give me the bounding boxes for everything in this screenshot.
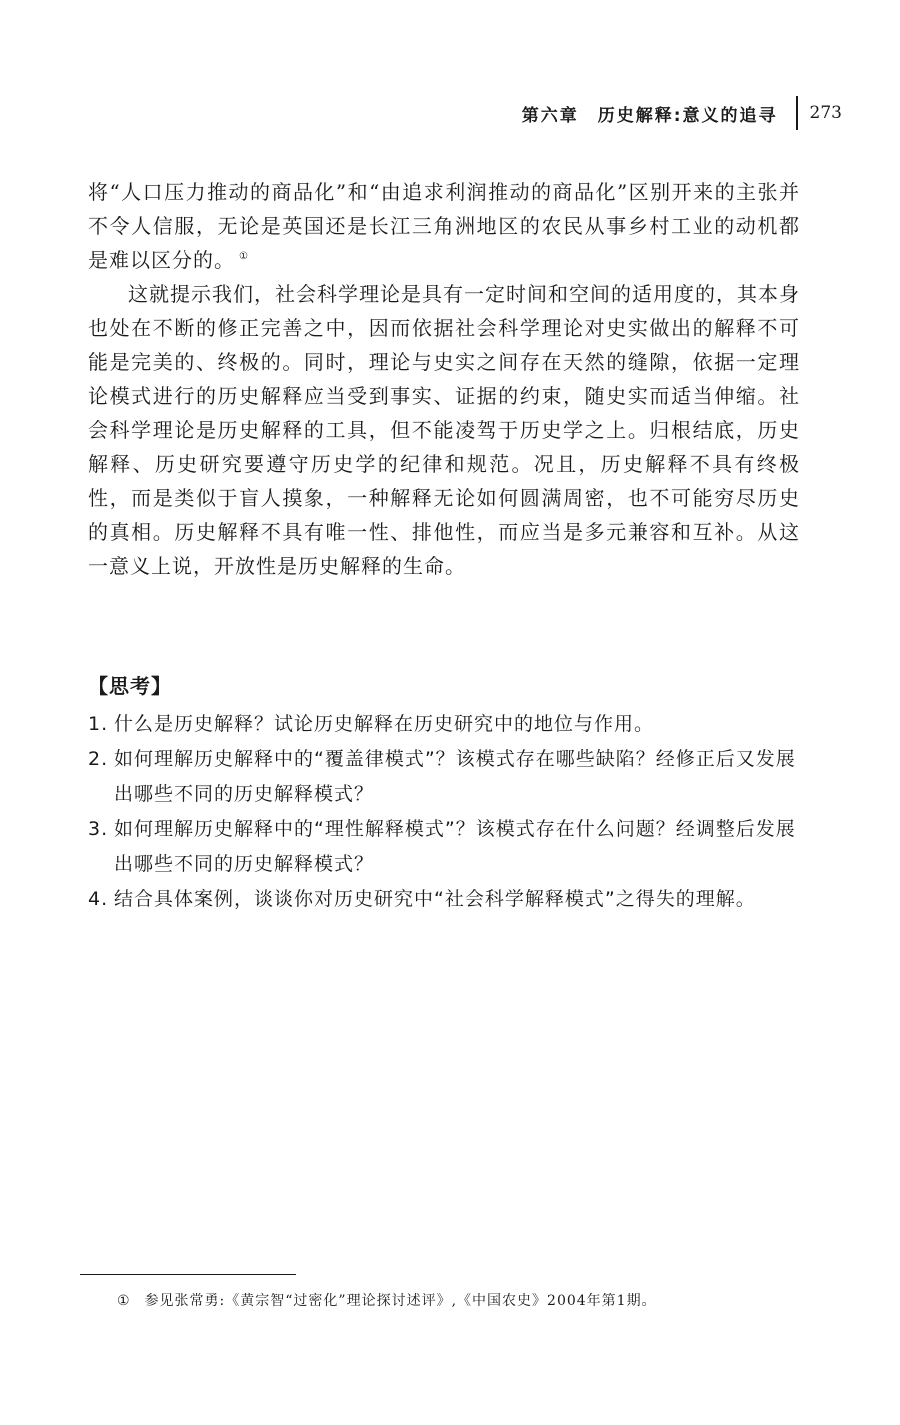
- page-number: 273: [809, 103, 842, 123]
- questions-section: [88, 670, 800, 917]
- footnote: [117, 1290, 657, 1310]
- question-item: [88, 742, 800, 812]
- footnote-marker: ①: [117, 1293, 131, 1309]
- question-item: [88, 812, 800, 882]
- chapter-title: 第六章 历史解释:意义的追寻: [521, 105, 778, 126]
- question-number: 2.: [88, 748, 109, 770]
- body-text: [88, 175, 800, 583]
- header-divider: [796, 96, 798, 130]
- question-text: 什么是历史解释？试论历史解释在历史研究中的地位与作用。: [114, 713, 655, 735]
- question-text: 如何理解历史解释中的“理性解释模式”？该模式存在什么问题？经调整后发展出哪些不同的历史解释模式？: [114, 818, 796, 875]
- running-header: [522, 96, 842, 130]
- footnote-divider: [80, 1274, 296, 1275]
- question-number: 3.: [88, 818, 109, 840]
- question-item: [88, 882, 800, 917]
- footnote-text: 参见张常勇:《黄宗智“过密化”理论探讨述评》,《中国农史》2004年第1期。: [144, 1293, 657, 1309]
- questions-heading: 【思考】: [88, 674, 172, 698]
- paragraph-1-text: 将“人口压力推动的商品化”和“由追求利润推动的商品化”区别开来的主张并不令人信服，无论是英国还是长江三角洲地区的农民从事乡村工业的动机都是难以区分的。: [88, 180, 800, 272]
- paragraph-1: [88, 175, 800, 277]
- question-text: 如何理解历史解释中的“覆盖律模式”？该模式存在哪些缺陷？经修正后又发展出哪些不同的历史解释模式？: [114, 748, 796, 805]
- question-item: [88, 707, 800, 742]
- question-text: 结合具体案例，谈谈你对历史研究中“社会科学解释模式”之得失的理解。: [114, 888, 756, 910]
- paragraph-2: 这就提示我们，社会科学理论是具有一定时间和空间的适用度的，其本身也处在不断的修正完善之中，因而依据社会科学理论对史实做出的解释不可能是完美的、终极的。同时，理论与史实之间存在天然的缝隙，依据一定理论模式进行的历史解释应当受到事实、证据的约束，随史实而适当伸缩。社会科学理论是历史解释的工具，但不能凌驾于历史学之上。归根结底，历史解释、历史研究要遵守历史学的纪律和规范。况且，历史解释不具有终极性，而是类似于盲人摸象，一种解释无论如何圆满周密，也不可能穷尽历史的真相。历史解释不具有唯一性、排他性，而应当是多元兼容和互补。从这一意义上说，开放性是历史解释的生命。: [88, 282, 800, 578]
- question-number: 4.: [88, 888, 109, 910]
- footnote-reference[interactable]: ①: [239, 251, 249, 263]
- question-number: 1.: [88, 713, 109, 735]
- questions-list: [88, 707, 800, 917]
